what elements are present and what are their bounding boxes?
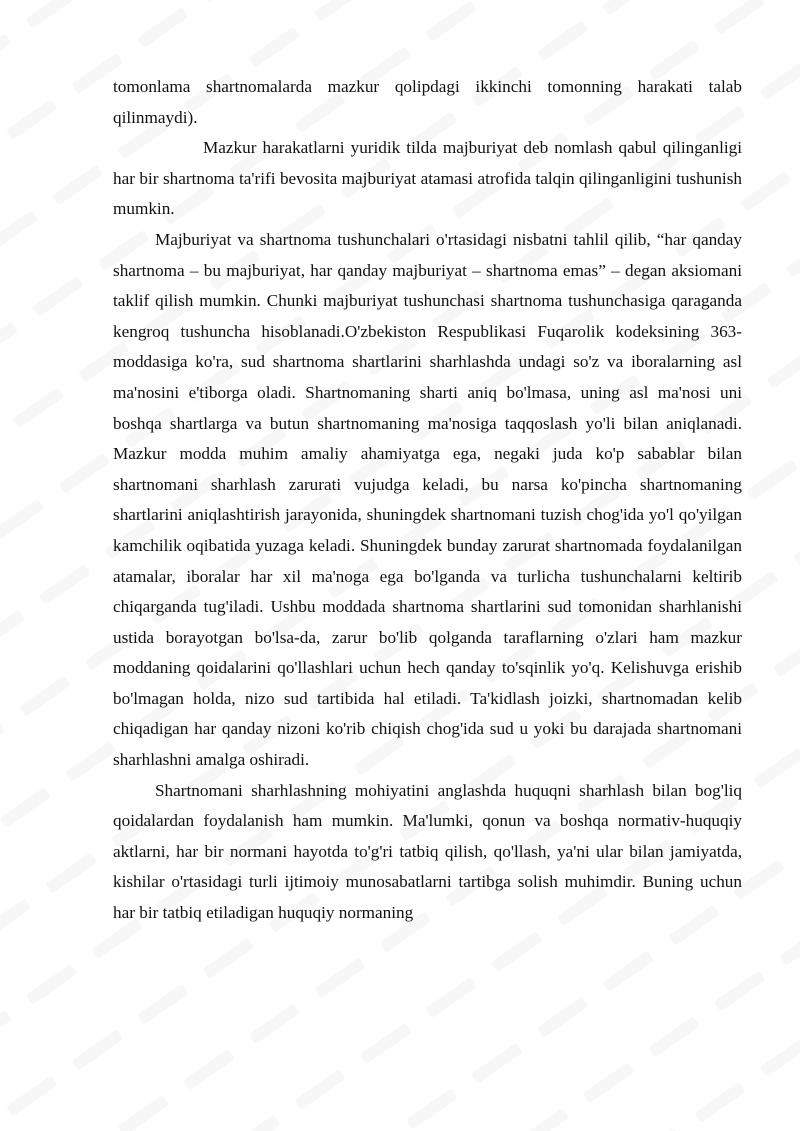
paragraph-majburiyat-naming: Mazkur harakatlarni yuridik tilda majburiyat deb nomlash qabul qilinganligi har bir shartnoma ta'rifi bevosita majburiyat atamasi atrofida talqin qilinganligini tushunish mumkin. [113,138,742,219]
paragraph-majburiyat-shartnoma: Majburiyat va shartnoma tushunchalari o'rtasidagi nisbatni tahlil qilib, “har qanday shartnoma – bu majburiyat, har qanday majburiyat – shartnoma emas” – degan aksiomani taklif qilish mumkin. Chunki majburiyat tushunchasi shartnoma tushunchasiga qaraganda kengroq tushuncha hisoblanadi.O'zbekiston Respublikasi Fuqarolik kodeksining 363-moddasiga ko'ra, sud shartnoma shartlarini sharhlashda undagi so'z va iboralarning asl ma'nosini e'tiborga oladi. Shartnomaning sharti aniq bo'lmasa, uning asl ma'nosi uni boshqa shartlarga va butun shartnomaning ma'nosiga taqqoslash yo'li bilan aniqlanadi. Mazkur modda muhim amaliy ahamiyatga ega, negaki juda ko'p sabablar bilan shartnomani sharhlash zarurati vujudga keladi, bu narsa ko'pincha shartnomaning shartlarini aniqlashtirish jarayonida, shuningdek shartnomani tuzish chog'ida yo'l qo'yilgan kamchilik oqibatida yuzaga keladi. Shuningdek bunday zarurat shartnomada foydalanilgan atamalar, iboralar har xil ma'noga ega bo'lganda va turlicha tushunchalarni keltirib chiqarganda tug'iladi. Ushbu moddada shartnoma shartlarini sud tomonidan sharhlanishi ustida borayotgan bo'lsa-da, zarur bo'lib qolganda taraflarning o'zlari ham mazkur moddaning qoidalarini qo'llashlari uchun hech qanday to'sqinlik yo'q. Kelishuvga erishib bo'lmagan holda, nizo sud tartibida hal etiladi. Ta'kidlash joizki, shartnomadan kelib chiqadigan har qanday nizoni ko'rib chiqish chog'ida sud u yoki bu darajada shartnomani sharhlashni amalga oshiradi. [113,229,742,770]
paragraph-continuation: tomonlama shartnomalarda mazkur qolipdagi ikkinchi tomonning harakati talab qilinmaydi). [113,77,742,127]
paragraph-sharhlash-mohiyati: Shartnomani sharhlashning mohiyatini anglashda huquqni sharhlash bilan bog'liq qoidalardan foydalanish ham mumkin. Ma'lumki, qonun va boshqa normativ-huquqiy aktlarni, har bir normani hayotda to'g'ri tatbiq qilish, qo'llash, ya'ni ular bilan jamiyatda, kishilar o'rtasidagi turli ijtimoiy munosabatlarni tartibga solish muhimdir. Buning uchun har bir tatbiq etiladigan huquqiy normaning [113,780,742,923]
document-body [113,72,742,929]
